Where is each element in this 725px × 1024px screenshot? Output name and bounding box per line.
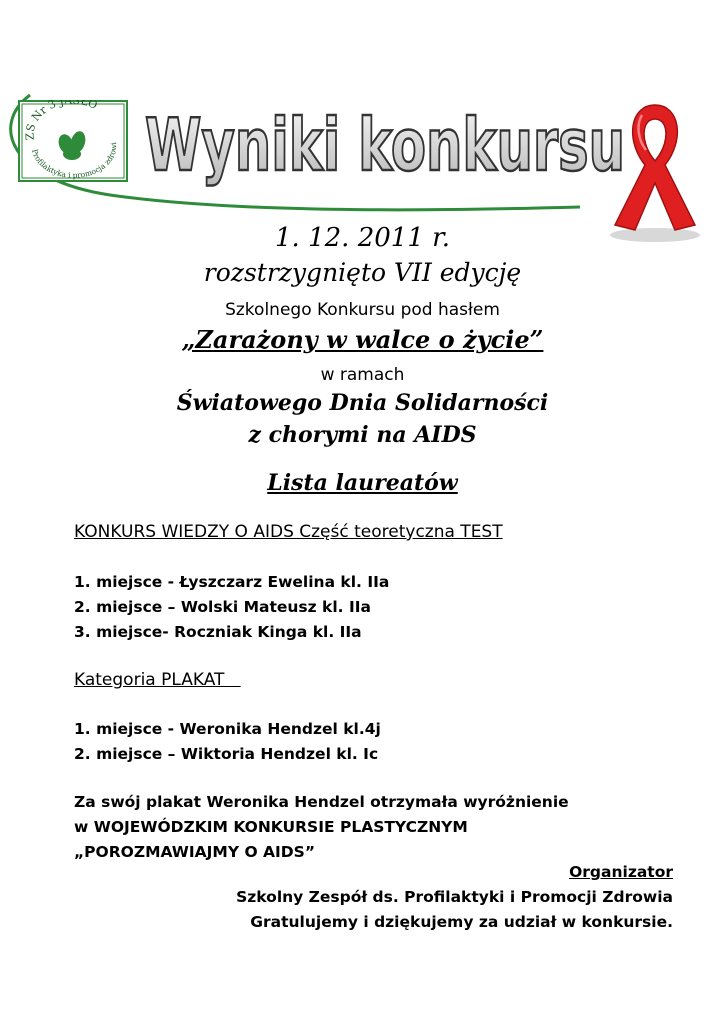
intro-line-within: w ramach: [320, 365, 405, 385]
result-line: 2. miejsce – Wiktoria Hendzel kl. Ic: [74, 745, 379, 763]
world-day-line-1: Światowego Dnia Solidarności: [176, 390, 549, 416]
logo-text-side: Profilaktyka i promocja zdrowi: [29, 141, 119, 180]
laureates-heading: Lista laureatów: [267, 470, 458, 496]
distinction-line: „POROZMAWIAJMY O AIDS”: [74, 843, 316, 861]
intro-line-edition: rozstrzygnięto VII edycję: [203, 258, 522, 287]
poster-category-label: Kategoria PLAKAT: [74, 670, 225, 690]
logo-text-top: ZS Nr 3 JASŁO: [23, 100, 100, 141]
knowledge-contest-heading: KONKURS WIEDZY O AIDS Część teoretyczna TEST: [74, 522, 503, 542]
organizer-label: Organizator: [569, 863, 673, 881]
intro-line-slogan-label: Szkolnego Konkursu pod hasłem: [225, 300, 500, 320]
result-line: 3. miejsce- Roczniak Kinga kl. IIa: [74, 623, 362, 641]
result-line: 1. miejsce - Łyszczarz Ewelina kl. IIa: [74, 573, 390, 591]
organizer-name: Szkolny Zespół ds. Profilaktyki i Promocji Zdrowia: [236, 888, 673, 906]
world-day-line-2: z chorymi na AIDS: [248, 422, 477, 448]
result-line: 1. miejsce - Weronika Hendzel kl.4j: [74, 720, 381, 738]
poster-category-heading: [74, 670, 241, 690]
school-logo: [18, 100, 128, 182]
contest-slogan: „Zarażony w walce o życie”: [181, 325, 544, 354]
contest-date: 1. 12. 2011 r.: [275, 223, 450, 253]
title-text: Wyniki konkursu: [145, 103, 625, 187]
distinction-line: Za swój plakat Weronika Hendzel otrzymała wyróżnienie: [74, 793, 569, 811]
distinction-line: w WOJEWÓDZKIM KONKURSIE PLASTYCZNYM: [74, 818, 468, 836]
title-wordart: [140, 92, 630, 192]
thanks-line: Gratulujemy i dziękujemy za udział w konkursie.: [250, 913, 673, 931]
result-line: 2. miejsce – Wolski Mateusz kl. IIa: [74, 598, 371, 616]
